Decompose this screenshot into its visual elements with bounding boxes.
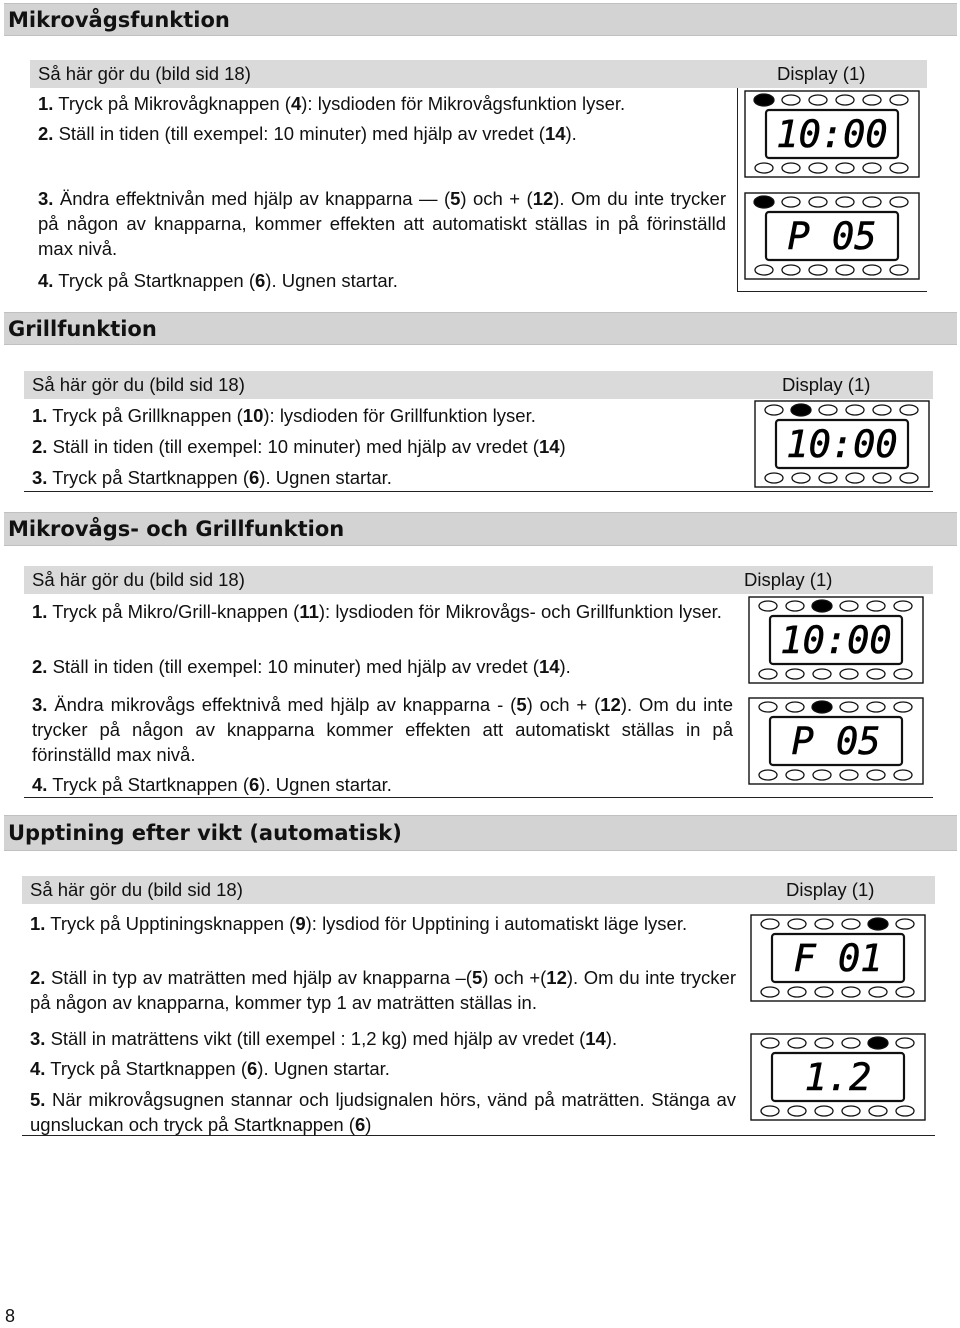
table-bottom-rule bbox=[24, 797, 933, 798]
header-right: Display (1) bbox=[786, 879, 875, 900]
step-3: 3. Ställ in maträttens vikt (till exempel : 1,2 kg) med hjälp av vredet (14). bbox=[30, 1028, 618, 1049]
header-right: Display (1) bbox=[777, 63, 866, 84]
indicator-led bbox=[788, 1038, 806, 1048]
lcd-readout: F 01 bbox=[793, 937, 883, 980]
indicator-led bbox=[840, 669, 858, 679]
indicator-led bbox=[815, 919, 833, 929]
lcd-panel bbox=[744, 90, 920, 178]
indicator-led bbox=[819, 405, 837, 415]
indicator-led bbox=[815, 1106, 833, 1116]
indicator-led bbox=[867, 601, 885, 611]
table-bottom-rule bbox=[22, 1135, 935, 1136]
lcd-readout: P 05 bbox=[787, 215, 877, 258]
indicator-led bbox=[786, 601, 804, 611]
indicator-led bbox=[755, 265, 773, 275]
step-2: 2. Ställ in typ av maträtten med hjälp av knapparna –(5) och +(12). Om du inte trycker på någon av knapparna, kommer typ 1 av maträtten ställas in. bbox=[30, 967, 736, 1013]
indicator-led-lit bbox=[868, 918, 888, 930]
lcd-panel bbox=[750, 1033, 926, 1121]
table-bottom-rule bbox=[24, 491, 933, 492]
header-left: Så här gör du (bild sid 18) bbox=[30, 879, 243, 900]
header-left: Så här gör du (bild sid 18) bbox=[38, 63, 251, 84]
indicator-led bbox=[836, 197, 854, 207]
indicator-led bbox=[782, 265, 800, 275]
indicator-led bbox=[846, 473, 864, 483]
instruction-header bbox=[22, 876, 935, 904]
section-title-mikrovags-och-grillfunktion bbox=[4, 512, 957, 546]
page-number: 8 bbox=[5, 1306, 16, 1326]
indicator-led bbox=[873, 473, 891, 483]
indicator-led bbox=[840, 702, 858, 712]
header-right: Display (1) bbox=[744, 569, 833, 590]
indicator-led bbox=[815, 987, 833, 997]
indicator-led bbox=[896, 919, 914, 929]
indicator-led bbox=[890, 197, 908, 207]
indicator-led bbox=[786, 702, 804, 712]
lcd-readout: P 05 bbox=[791, 720, 881, 763]
step-3: 3. Tryck på Startknappen (6). Ugnen startar. bbox=[32, 467, 392, 488]
indicator-led bbox=[761, 919, 779, 929]
step-number: 1. bbox=[38, 93, 54, 114]
header-right: Display (1) bbox=[782, 374, 871, 395]
lcd-panel bbox=[748, 596, 924, 684]
indicator-led bbox=[863, 163, 881, 173]
section-title-text: Grillfunktion bbox=[8, 316, 157, 341]
indicator-led bbox=[867, 770, 885, 780]
step-4: 4. Tryck på Startknappen (6). Ugnen startar. bbox=[32, 774, 392, 795]
instruction-header bbox=[24, 371, 933, 399]
indicator-led bbox=[759, 601, 777, 611]
indicator-led bbox=[809, 95, 827, 105]
indicator-led bbox=[786, 669, 804, 679]
indicator-led bbox=[842, 919, 860, 929]
section-title-text: Upptining efter vikt (automatisk) bbox=[8, 821, 402, 845]
indicator-led bbox=[863, 265, 881, 275]
lcd-readout: 10:00 bbox=[786, 423, 898, 466]
indicator-led bbox=[894, 669, 912, 679]
oven-display bbox=[754, 400, 930, 488]
section-title-text: Mikrovågsfunktion bbox=[8, 7, 230, 32]
indicator-led bbox=[890, 265, 908, 275]
indicator-led bbox=[896, 1106, 914, 1116]
lcd-panel bbox=[754, 400, 930, 488]
indicator-led bbox=[867, 669, 885, 679]
indicator-led bbox=[836, 163, 854, 173]
indicator-led bbox=[836, 95, 854, 105]
step-3: 3. Ändra effektnivån med hjälp av knapparna — (5) och + (12). Om du inte trycker på någon av knapparna, kommer effekten att automatiskt ställas in på förinställd max nivå. bbox=[38, 188, 727, 259]
lcd-readout: 10:00 bbox=[780, 619, 892, 662]
indicator-led bbox=[869, 987, 887, 997]
indicator-led bbox=[765, 473, 783, 483]
indicator-led bbox=[900, 473, 918, 483]
indicator-led bbox=[788, 1106, 806, 1116]
indicator-led bbox=[896, 987, 914, 997]
lcd-readout: 10:00 bbox=[776, 113, 888, 156]
oven-display bbox=[748, 697, 924, 785]
indicator-led bbox=[761, 1038, 779, 1048]
indicator-led-lit bbox=[754, 94, 774, 106]
indicator-led bbox=[840, 770, 858, 780]
indicator-led bbox=[782, 197, 800, 207]
indicator-led bbox=[869, 1106, 887, 1116]
lcd-readout: 1.2 bbox=[804, 1056, 872, 1099]
indicator-led bbox=[765, 405, 783, 415]
instruction-header bbox=[24, 566, 933, 594]
oven-display bbox=[744, 90, 920, 178]
table-bottom-rule bbox=[737, 291, 927, 292]
indicator-led bbox=[873, 405, 891, 415]
indicator-led bbox=[813, 770, 831, 780]
indicator-led-lit bbox=[812, 600, 832, 612]
indicator-led bbox=[759, 702, 777, 712]
indicator-led-lit bbox=[868, 1037, 888, 1049]
indicator-led bbox=[846, 405, 864, 415]
indicator-led bbox=[761, 987, 779, 997]
section-title-upptining bbox=[4, 815, 957, 851]
indicator-led bbox=[809, 163, 827, 173]
step-1: 1. Tryck på Mikro/Grill-knappen (11): lysdioden för Mikrovågs- och Grillfunktion lyser. bbox=[32, 601, 722, 622]
indicator-led bbox=[782, 163, 800, 173]
indicator-led bbox=[890, 95, 908, 105]
indicator-led-lit bbox=[791, 404, 811, 416]
indicator-led bbox=[759, 770, 777, 780]
header-left: Så här gör du (bild sid 18) bbox=[32, 569, 245, 590]
section-title-grillfunktion bbox=[4, 312, 957, 345]
indicator-led bbox=[836, 265, 854, 275]
indicator-led bbox=[759, 669, 777, 679]
oven-display bbox=[750, 1033, 926, 1121]
indicator-led bbox=[815, 1038, 833, 1048]
step-1: 1. Tryck på Grillknappen (10): lysdioden för Grillfunktion lyser. bbox=[32, 405, 536, 426]
header-left: Så här gör du (bild sid 18) bbox=[32, 374, 245, 395]
oven-display bbox=[750, 914, 926, 1002]
step-2: 2. Ställ in tiden (till exempel: 10 minuter) med hjälp av vredet (14). bbox=[32, 656, 571, 677]
lcd-panel bbox=[750, 914, 926, 1002]
indicator-led bbox=[792, 473, 810, 483]
column-divider bbox=[737, 88, 738, 291]
lcd-panel bbox=[748, 697, 924, 785]
step-5: 5. När mikrovågsugnen stannar och ljudsignalen hörs, vänd på maträtten. Stänga av ugnsluckan och tryck på Startknappen (6) bbox=[30, 1089, 736, 1135]
step-4: 4. Tryck på Startknappen (6). Ugnen startar. bbox=[30, 1058, 390, 1079]
indicator-led bbox=[900, 405, 918, 415]
indicator-led bbox=[840, 601, 858, 611]
section-title-mikrovagsfunktion bbox=[4, 3, 957, 36]
step-3: 3. Ändra mikrovågs effektnivå med hjälp av knapparna - (5) och + (12). Om du inte trycker på någon av knapparna kommer effekten att automatiskt ställas in på förinställd max nivå. bbox=[32, 694, 733, 765]
section-title-text: Mikrovågs- och Grillfunktion bbox=[8, 517, 345, 541]
indicator-led bbox=[894, 702, 912, 712]
oven-display bbox=[748, 596, 924, 684]
indicator-led bbox=[788, 919, 806, 929]
indicator-led bbox=[863, 95, 881, 105]
indicator-led bbox=[761, 1106, 779, 1116]
step-1: 1. Tryck på Mikrovågknappen (4): lysdioden för Mikrovågsfunktion lyser. bbox=[38, 93, 626, 114]
indicator-led bbox=[786, 770, 804, 780]
indicator-led bbox=[867, 702, 885, 712]
indicator-led bbox=[890, 163, 908, 173]
indicator-led bbox=[894, 601, 912, 611]
indicator-led bbox=[809, 197, 827, 207]
indicator-led bbox=[782, 95, 800, 105]
indicator-led bbox=[813, 669, 831, 679]
step-2: 2. Ställ in tiden (till exempel: 10 minuter) med hjälp av vredet (14). bbox=[38, 123, 577, 144]
indicator-led-lit bbox=[754, 196, 774, 208]
instruction-header bbox=[30, 60, 927, 88]
step-4: 4. Tryck på Startknappen (6). Ugnen startar. bbox=[38, 270, 398, 291]
lcd-panel bbox=[744, 192, 920, 280]
indicator-led bbox=[788, 987, 806, 997]
indicator-led bbox=[842, 1038, 860, 1048]
indicator-led-lit bbox=[812, 701, 832, 713]
indicator-led bbox=[842, 987, 860, 997]
indicator-led bbox=[896, 1038, 914, 1048]
indicator-led bbox=[842, 1106, 860, 1116]
indicator-led bbox=[894, 770, 912, 780]
indicator-led bbox=[863, 197, 881, 207]
indicator-led bbox=[819, 473, 837, 483]
step-1: 1. Tryck på Upptiningsknappen (9): lysdiod för Upptining i automatiskt läge lyser. bbox=[30, 913, 688, 934]
indicator-led bbox=[755, 163, 773, 173]
oven-display bbox=[744, 192, 920, 280]
indicator-led bbox=[809, 265, 827, 275]
step-2: 2. Ställ in tiden (till exempel: 10 minuter) med hjälp av vredet (14) bbox=[32, 436, 566, 457]
